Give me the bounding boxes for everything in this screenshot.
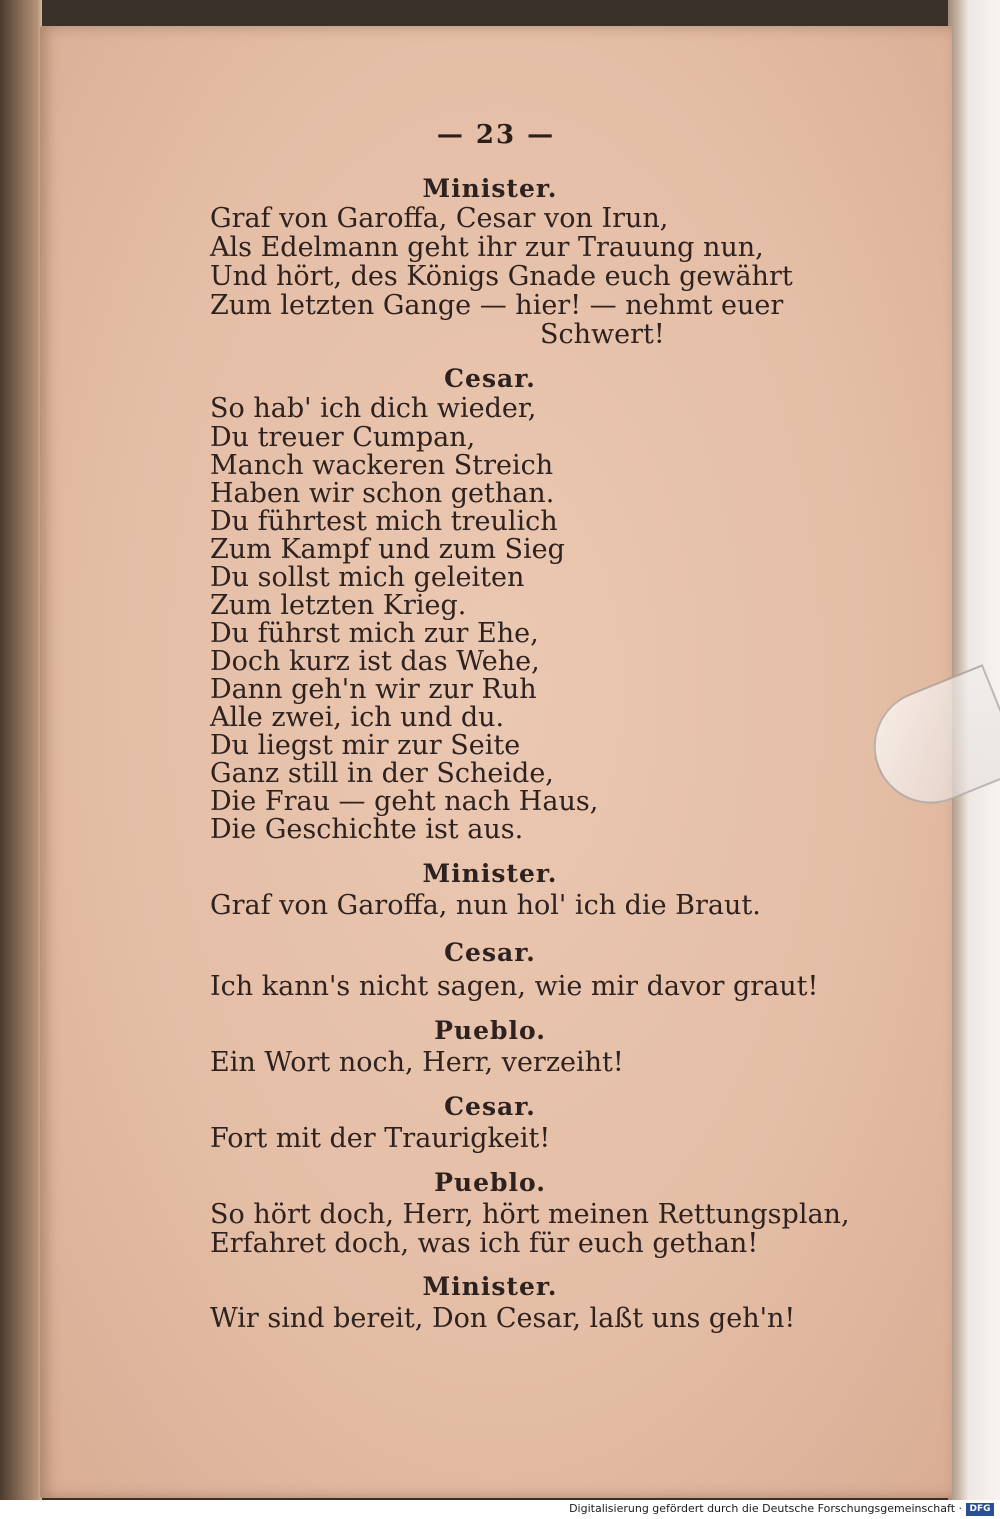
verse-line: Ein Wort noch, Herr, verzeiht! (210, 1047, 624, 1078)
verse-line: Zum Kampf und zum Sieg (210, 534, 565, 565)
page-number: — 23 — (436, 120, 556, 150)
verse-line: Schwert! (540, 319, 665, 350)
verse-line: Zum letzten Krieg. (210, 590, 467, 621)
verse-line: Dann geh'n wir zur Ruh (210, 674, 537, 705)
verse-line: Graf von Garoffa, nun hol' ich die Braut. (210, 890, 761, 921)
speaker-name: Minister. (422, 174, 558, 203)
book-spine-edge (0, 0, 42, 1500)
verse-line: Doch kurz ist das Wehe, (210, 646, 540, 677)
verse-line: Ich kann's nicht sagen, wie mir davor graut! (210, 971, 819, 1002)
verse-line: Erfahret doch, was ich für euch gethan! (210, 1228, 759, 1259)
verse-line: Du treuer Cumpan, (210, 422, 476, 453)
verse-line: Die Frau — geht nach Haus, (210, 786, 599, 817)
verse-line: Du führst mich zur Ehe, (210, 618, 539, 649)
dfg-logo: DFG (966, 1503, 994, 1516)
speaker-name: Cesar. (444, 364, 536, 393)
speaker-name: Pueblo. (434, 1168, 546, 1197)
verse-line: Manch wackeren Streich (210, 450, 554, 481)
verse-line: Graf von Garoffa, Cesar von Irun, (210, 203, 669, 234)
verse-line: Haben wir schon gethan. (210, 478, 555, 509)
speaker-name: Minister. (422, 859, 558, 888)
book-page (40, 26, 952, 1498)
speaker-name: Minister. (422, 1272, 558, 1301)
verse-line: Wir sind bereit, Don Cesar, laßt uns geh'n! (210, 1303, 796, 1334)
verse-line: Zum letzten Gange — hier! — nehmt euer (210, 290, 784, 321)
verse-line: Du liegst mir zur Seite (210, 730, 521, 761)
speaker-name: Cesar. (444, 1092, 536, 1121)
verse-line: Alle zwei, ich und du. (210, 702, 505, 733)
verse-line: Und hört, des Königs Gnade euch gewährt (210, 261, 793, 292)
verse-line: Du sollst mich geleiten (210, 562, 525, 593)
verse-line: Ganz still in der Scheide, (210, 758, 554, 789)
verse-line: Du führtest mich treulich (210, 506, 558, 537)
verse-line: So hab' ich dich wieder, (210, 393, 537, 424)
verse-line: So hört doch, Herr, hört meinen Rettungsplan, (210, 1199, 850, 1230)
verse-line: Fort mit der Traurigkeit! (210, 1123, 551, 1154)
verse-line: Als Edelmann geht ihr zur Trauung nun, (210, 232, 764, 263)
speaker-name: Cesar. (444, 938, 536, 967)
verse-line: Die Geschichte ist aus. (210, 814, 524, 845)
speaker-name: Pueblo. (434, 1016, 546, 1045)
footer-bar (0, 1500, 1000, 1519)
funding-notice: Digitalisierung gefördert durch die Deutsche Forschungsgemeinschaft · (569, 1502, 962, 1515)
